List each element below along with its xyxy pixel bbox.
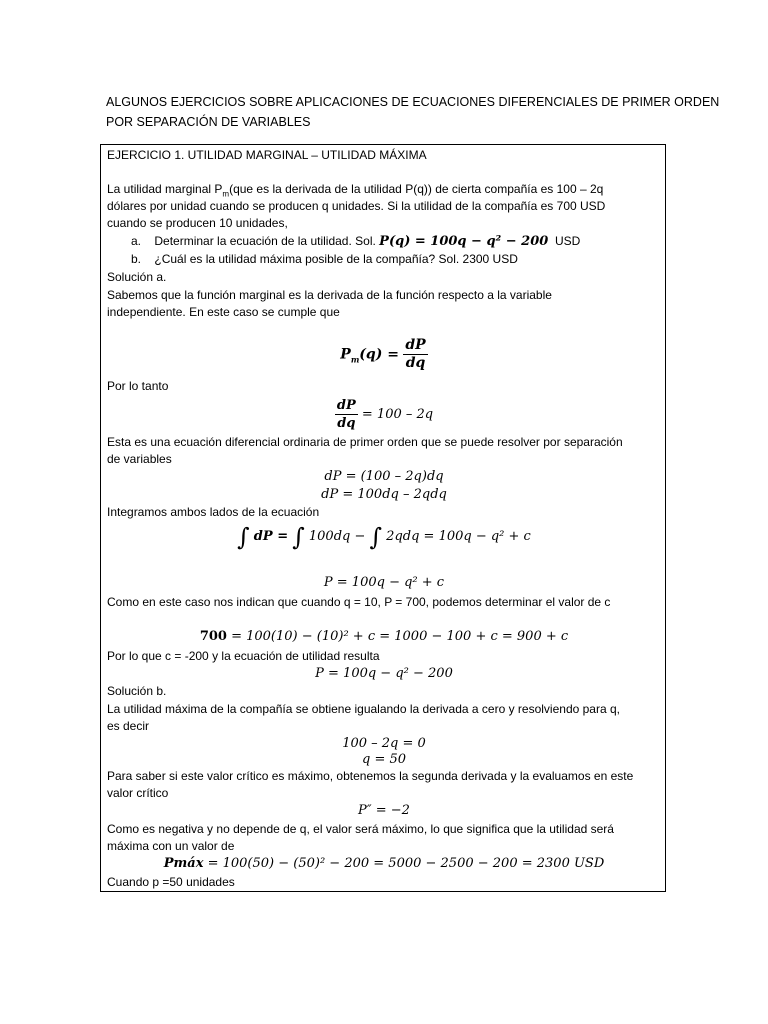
equation-general: P = 100q − q² + c bbox=[323, 575, 445, 590]
equation-max-value bbox=[101, 856, 667, 872]
item-a-formula: P(q) = 100q − q² − 200 bbox=[379, 234, 549, 249]
paragraph-2: independiente. En este caso se cumple que bbox=[107, 305, 340, 319]
item-a-unit: USD bbox=[555, 234, 581, 248]
eq7-a: 700 bbox=[199, 629, 227, 644]
equation-marginal bbox=[101, 337, 667, 372]
paragraph-5: Integramos ambos lados de la ecuación bbox=[107, 505, 320, 519]
paragraph-7: Por lo que c = -200 y la ecuación de utilidad resulta bbox=[107, 649, 380, 663]
paragraph-8: La utilidad máxima de la compañía se obtiene igualando la derivada a cero y resolviendo para q, bbox=[107, 702, 620, 716]
equation-second-derivative: P″ = −2 bbox=[358, 803, 410, 818]
item-a-text: Determinar la ecuación de la utilidad. Sol. bbox=[154, 234, 376, 248]
eq2-rhs: = 100 – 2q bbox=[361, 407, 434, 422]
eq2-fraction bbox=[335, 397, 358, 432]
equation-critical: 100 – 2q = 0 bbox=[342, 736, 426, 751]
paragraph-10: Para saber si este valor crítico es máximo, obtenemos la segunda derivada y la evaluamos en este bbox=[107, 769, 634, 783]
paragraph-4: de variables bbox=[107, 452, 172, 466]
paragraph-1: Sabemos que la función marginal es la derivada de la función respecto a la variable bbox=[107, 288, 552, 302]
paragraph-11: valor crítico bbox=[107, 786, 169, 800]
eq5-b: 100dq − bbox=[308, 529, 366, 544]
intro-line-2: dólares por unidad cuando se producen q unidades. Si la utilidad de la compañía es 700 USD bbox=[107, 199, 606, 213]
eq1-fraction bbox=[403, 337, 427, 372]
equation-derivative bbox=[101, 397, 667, 432]
paragraph-6: Como en este caso nos indican que cuando q = 10, P = 700, podemos determinar el valor de c bbox=[107, 595, 611, 609]
title-line-1: ALGUNOS EJERCICIOS SOBRE APLICACIONES DE ECUACIONES DIFERENCIALES DE PRIMER ORDEN bbox=[106, 95, 720, 109]
eq1-mid: (q) = bbox=[359, 346, 399, 363]
equation-integral bbox=[101, 523, 667, 551]
eq2-frac-den: dq bbox=[337, 416, 356, 431]
eq5-c: 2qdq = 100q − q² + c bbox=[386, 529, 531, 544]
eq12-a: Pmáx bbox=[163, 856, 204, 871]
integral-sign-3: ∫ bbox=[369, 523, 383, 551]
integral-sign-2: ∫ bbox=[292, 523, 305, 551]
item-a bbox=[131, 233, 580, 250]
paragraph-14: Cuando p =50 unidades bbox=[107, 875, 235, 889]
item-b-text: ¿Cuál es la utilidad máxima posible de la compañía? Sol. 2300 USD bbox=[154, 252, 518, 266]
paragraph-12: Como es negativa y no depende de q, el valor será máximo, lo que significa que la utilidad será bbox=[107, 822, 614, 836]
intro-1b: (que es la derivada de la utilidad P(q)) de cierta compañía es 100 – 2q bbox=[229, 182, 604, 196]
eq7-b: = 100(10) − (10)² + c = 1000 − 100 + c = 900 + c bbox=[231, 629, 569, 644]
eq2-frac-num: dP bbox=[336, 398, 356, 413]
paragraph-3: Esta es una ecuación diferencial ordinaria de primer orden que se puede resolver por separación bbox=[107, 435, 623, 449]
intro-1a: La utilidad marginal P bbox=[107, 182, 223, 196]
equation-q-value: q = 50 bbox=[361, 752, 407, 767]
item-b-label: b. bbox=[131, 252, 142, 266]
exercise-box bbox=[100, 144, 666, 892]
exercise-heading: EJERCICIO 1. UTILIDAD MARGINAL – UTILIDAD MÁXIMA bbox=[107, 148, 427, 162]
solution-b-heading: Solución b. bbox=[107, 684, 167, 698]
equation-constant bbox=[101, 629, 667, 645]
paragraph-9: es decir bbox=[107, 719, 150, 733]
eq1-lhs: P bbox=[340, 346, 351, 363]
equation-result: P = 100q − q² − 200 bbox=[315, 666, 453, 681]
eq12-b: = 100(50) − (50)² − 200 = 5000 − 2500 − 200 = 2300 USD bbox=[207, 856, 605, 871]
intro-line-3: cuando se producen 10 unidades, bbox=[107, 216, 288, 230]
equation-expanded: dP = 100dq – 2qdq bbox=[321, 487, 447, 502]
eq1-sub: m bbox=[350, 354, 360, 365]
paragraph-13: máxima con un valor de bbox=[107, 839, 235, 853]
item-b bbox=[131, 251, 518, 267]
integral-sign-1: ∫ bbox=[237, 523, 250, 551]
por-lo-tanto: Por lo tanto bbox=[107, 379, 169, 393]
title-line-2: POR SEPARACIÓN DE VARIABLES bbox=[106, 115, 311, 129]
item-a-label: a. bbox=[131, 234, 142, 248]
solution-a-heading: Solución a. bbox=[107, 270, 167, 284]
equation-separated: dP = (100 – 2q)dq bbox=[324, 469, 444, 484]
intro-1-sub: m bbox=[222, 189, 230, 199]
eq1-frac-num: dP bbox=[405, 337, 426, 353]
eq1-frac-den: dq bbox=[405, 355, 426, 371]
document-title bbox=[106, 92, 720, 132]
eq5-a: dP = bbox=[253, 529, 289, 544]
